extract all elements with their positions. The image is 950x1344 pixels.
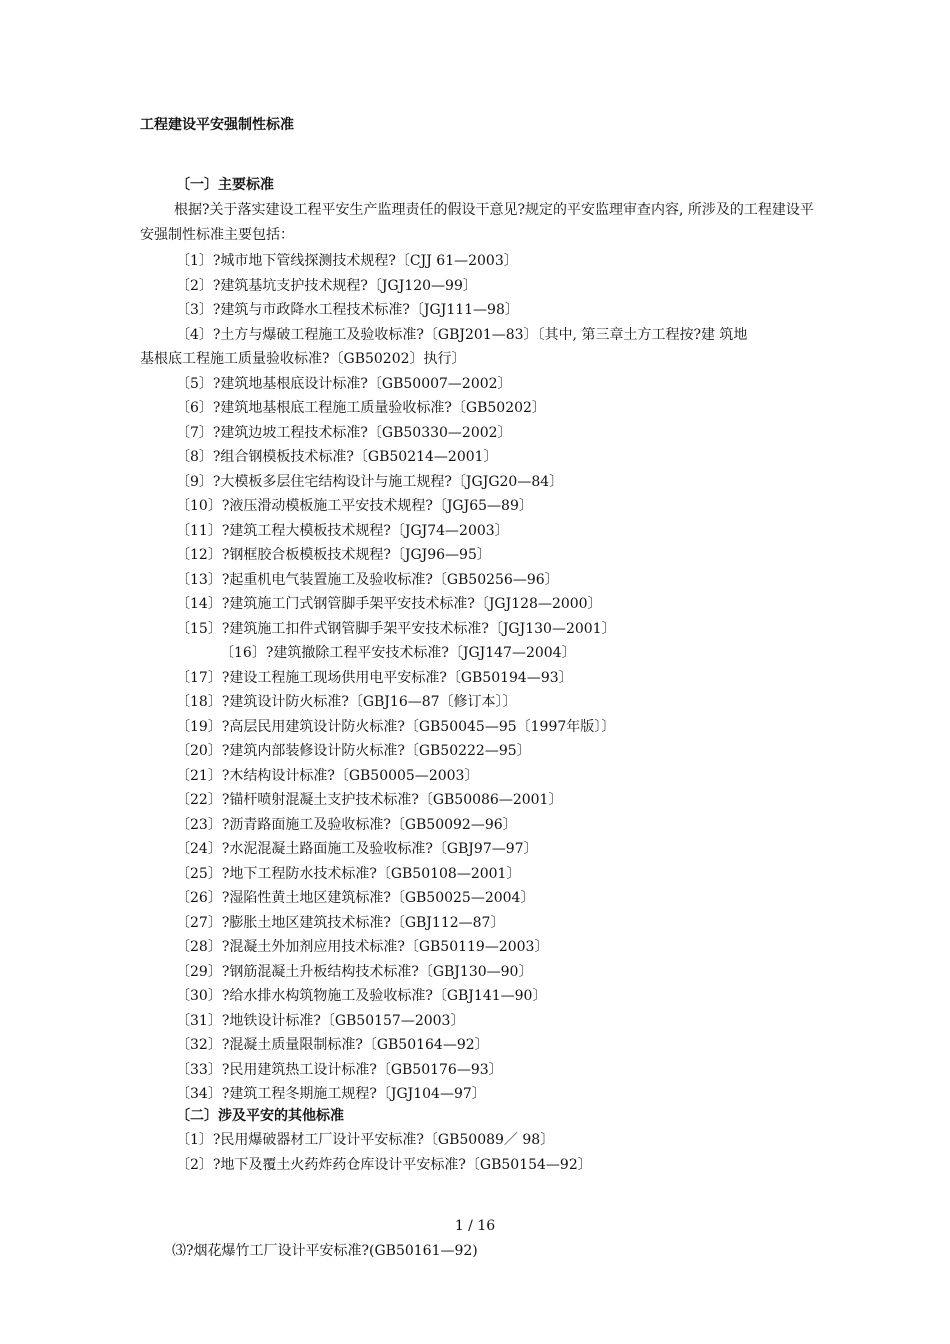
intro-paragraph: 根据?关于落实建设工程平安生产监理责任的假设干意见?规定的平安监理审查内容, 所涉及的工程建设平安强制性标准主要包括： bbox=[140, 202, 814, 243]
list-item: 〔13〕?起重机电气装置施工及验收标准?〔GB50256—96〕 bbox=[176, 571, 559, 588]
list-item: 〔12〕?钢框胶合板模板技术规程?〔JGJ96—95〕 bbox=[176, 547, 491, 563]
list-item: 〔8〕?组合钢模板技术标准?〔GB50214—2001〕 bbox=[176, 449, 498, 465]
list-item: 〔31〕?地铁设计标准?〔GB50157—2003〕 bbox=[176, 1012, 465, 1029]
document-title: 工程建设平安强制性标准 bbox=[140, 117, 294, 133]
list-item: 〔16〕?建筑撤除工程平安技术标准?〔JGJ147—2004〕 bbox=[220, 645, 576, 661]
page-number: 1 / 16 bbox=[454, 1218, 496, 1234]
list-item: 〔17〕?建设工程施工现场供用电平安标准?〔GB50194—93〕 bbox=[176, 669, 573, 686]
list-item: 〔11〕?建筑工程大模板技术规程?〔JGJ74—2003〕 bbox=[176, 522, 509, 539]
list-item: 〔18〕?建筑设计防火标准?〔GBJ16—87〔修订本〕〕 bbox=[176, 694, 517, 710]
section-heading-main-standards: 〔一〕主要标准 bbox=[176, 177, 274, 193]
list-item: 〔10〕?液压滑动模板施工平安技术规程?〔JGJ65—89〕 bbox=[176, 498, 533, 514]
list-item: 〔24〕?水泥混凝土路面施工及验收标准?〔GBJ97—97〕 bbox=[176, 841, 538, 857]
list-item: 〔1〕?城市地下管线探测技术规程?〔CJJ 61—2003〕 bbox=[176, 253, 518, 269]
list-item: 〔27〕?膨胀土地区建筑技术标准?〔GBJ112—87〕 bbox=[176, 914, 505, 931]
list-item: 〔2〕?地下及覆土火药炸药仓库设计平安标准?〔GB50154—92〕 bbox=[176, 1156, 592, 1173]
list-item: 〔1〕?民用爆破器材工厂设计平安标准?〔GB50089／ 98〕 bbox=[176, 1132, 555, 1148]
list-item: 〔15〕?建筑施工扣件式钢管脚手架平安技术标准?〔JGJ130—2001〕 bbox=[176, 620, 616, 637]
list-item: 〔19〕?高层民用建筑设计防火标准?〔GB50045—95〔1997年版〕〕 bbox=[176, 718, 616, 735]
other-standards-list bbox=[176, 1128, 592, 1177]
list-item: 〔34〕?建筑工程冬期施工规程?〔JGJ104—97〕 bbox=[176, 1086, 486, 1102]
list-item: 〔3〕?建筑与市政降水工程技术标准?〔JGJ111—98〕 bbox=[176, 302, 519, 318]
list-item: 〔26〕?湿陷性黄土地区建筑标准?〔GB50025—2004〕 bbox=[176, 890, 535, 906]
main-standards-list bbox=[140, 249, 820, 1107]
next-page-line: ⑶?烟花爆竹工厂设计平安标准?(GB50161—92) bbox=[172, 1243, 478, 1259]
list-item: 〔25〕?地下工程防水技术标准?〔GB50108—2001〕 bbox=[176, 865, 521, 882]
list-item bbox=[140, 323, 820, 372]
list-item: 〔30〕?给水排水构筑物施工及验收标准?〔GBJ141—90〕 bbox=[176, 988, 547, 1004]
list-item: 〔6〕?建筑地基根底工程施工质量验收标准?〔GB50202〕 bbox=[176, 400, 546, 416]
list-item: 〔20〕?建筑内部装修设计防火标准?〔GB50222—95〕 bbox=[176, 743, 531, 759]
list-item: 〔32〕?混凝土质量限制标准?〔GB50164—92〕 bbox=[176, 1037, 489, 1053]
list-item-line: 基根底工程施工质量验收标准?〔GB50202〕执行〕 bbox=[140, 351, 466, 367]
section-heading-other-standards: 〔二〕涉及平安的其他标准 bbox=[176, 1108, 344, 1124]
list-item: 〔29〕?钢筋混凝土升板结构技术标准?〔GBJ130—90〕 bbox=[176, 963, 533, 980]
list-item: 〔2〕?建筑基坑支护技术规程?〔JGJ120—99〕 bbox=[176, 277, 477, 294]
list-item: 〔14〕?建筑施工门式钢管脚手架平安技术标准?〔JGJ128—2000〕 bbox=[176, 596, 602, 612]
list-item: 〔9〕?大模板多层住宅结构设计与施工规程?〔JGJG20—84〕 bbox=[176, 473, 564, 490]
list-item-line: 〔4〕?土方与爆破工程施工及验收标准?〔GBJ201—83〕〔其中, 第三章土方工程按?建 筑地 bbox=[176, 326, 748, 343]
list-item: 〔23〕?沥青路面施工及验收标准?〔GB50092—96〕 bbox=[176, 816, 517, 833]
list-item: 〔7〕?建筑边坡工程技术标准?〔GB50330—2002〕 bbox=[176, 424, 512, 441]
list-item: 〔5〕?建筑地基根底设计标准?〔GB50007—2002〕 bbox=[176, 375, 512, 392]
list-item: 〔22〕?锚杆喷射混凝土支护技术标准?〔GB50086—2001〕 bbox=[176, 792, 563, 808]
list-item: 〔21〕?木结构设计标准?〔GB50005—2003〕 bbox=[176, 767, 479, 784]
list-item: 〔33〕?民用建筑热工设计标准?〔GB50176—93〕 bbox=[176, 1061, 503, 1078]
list-item: 〔28〕?混凝土外加剂应用技术标准?〔GB50119—2003〕 bbox=[176, 939, 549, 955]
